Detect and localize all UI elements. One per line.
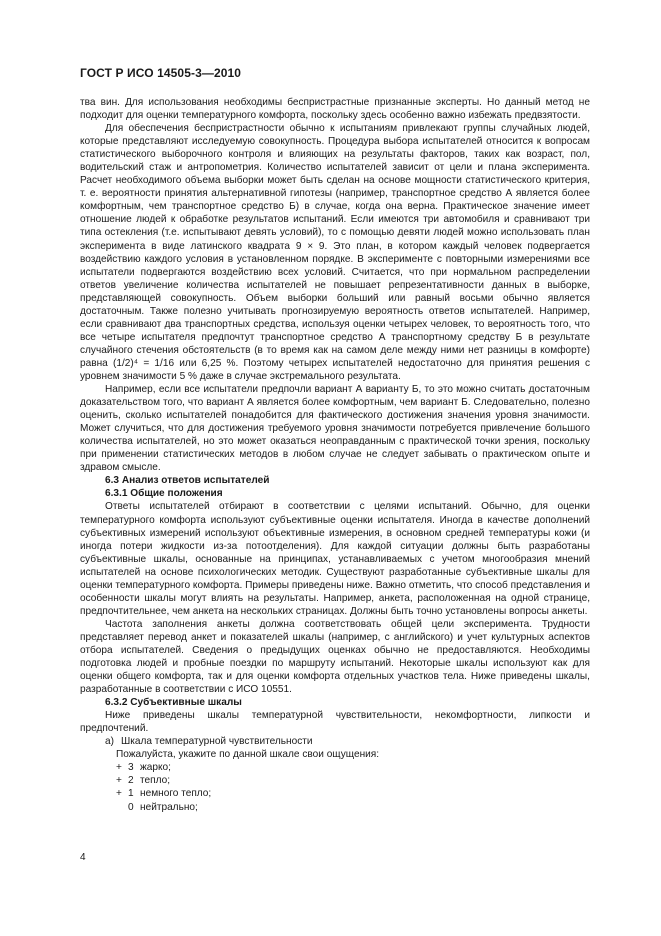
scale-label: немного тепло; <box>140 788 212 800</box>
paragraph: Ниже приведены шкалы температурной чувствительности, некомфортности, липкости и предпочтений. <box>80 710 590 735</box>
paragraph: тва вин. Для использования необходимы беспристрастные признанные эксперты. Но данный метод не подходит для оценки температурного комфорта, поскольку здесь особенно важно избежать предвзятости. <box>80 97 590 122</box>
scale-label: жарко; <box>140 762 171 774</box>
document-body <box>80 96 590 814</box>
scale-label: тепло; <box>140 775 171 787</box>
list-item <box>80 774 590 787</box>
list-item <box>80 787 590 800</box>
page-number: 4 <box>80 852 86 863</box>
list-item <box>80 801 590 814</box>
scale-prompt: Пожалуйста, укажите по данной шкале свои ощущения: <box>116 749 380 761</box>
paragraph: Например, если все испытатели предпочли вариант А варианту Б, то это можно считать достаточным доказательством того, что вариант А является более комфортным, чем вариант Б. Следовательно, полезно оценить, сколько испытателей понадобится для фактического достижения значения уровня значимости. Может случиться, что для достижения требуемого уровня значимости потребуется привлечение большого количества испытателей, но это может оказаться неоправданным с практической точки зрения, поскольку при применении статистических методов в любом случае не следует забывать о практическом опыте и здравом смысле. <box>80 384 590 474</box>
paragraph: Для обеспечения беспристрастности обычно к испытаниям привлекают группы случайных людей, которые представляют исследуемую совокупность. Процедура выбора испытателей относится к вопросам статистического выборочного контроля и влияющих на результаты факторов, таких как возраст, пол, водительский стаж и антропометрия. Количество испытателей зависит от цели и плана эксперимента. Расчет необходимого объема выборки может быть сделан на основе мощности статистического критерия, т. е. вероятности принятия альтернативной гипотезы (например, транспортное средство А является более комфортным, чем транспортное средство Б) в случае, когда она верна. Практическое значение имеет отношение людей к обработке результатов испытаний. Если имеются три автомобиля и сравнивают три типа остекления (т.е. испытывают девять условий), то с помощью девяти людей можно использовать план эксперимента в виде латинского квадрата 9 × 9. Это план, в котором каждый человек подвергается воздействию каждого условия в установленном порядке. В эксперименте с повторными измерениями все испытатели подвергаются воздействию всех условий. Считается, что при нормальном распределении ответов увеличение количества испытателей не повышает репрезентативности данных в выборке, представляющей совокупность. Объем выборки больший или равный восьми обычно является достаточным. Также полезно учитывать прогнозируемую вероятность ответов испытателей. Например, если сравнивают два транспортных средства, используя оценки четырех человек, то вероятность того, что все четыре испытателя предпочтут транспортное средство А транспортному средству Б в результате случайного стечения обстоятельств (в то время как на самом деле между ними нет разницы в комфорте) равна (1/2)⁴ = 1/16 или 6,25 %. Поэтому четырех испытателей недостаточно для принятия решения с уровнем значимости 5 % даже в случае экстремального результата. <box>80 123 590 382</box>
scale-value: 3 <box>128 762 134 774</box>
scale-list <box>80 761 590 813</box>
scale-value: 1 <box>128 788 134 800</box>
paragraph: Частота заполнения анкеты должна соответствовать общей цели эксперимента. Трудности представляет перевод анкет и показателей шкалы (например, с английского) и учет культурных аспектов отбора испытателей. Сведения о предыдущих оценках обычно не предоставляются. Необходимы подготовка людей и пробные поездки по маршруту испытаний. Некоторые шкалы используют как для оценки общего комфорта, так и для оценки комфорта отдельных участков тела. Ниже приведены шкалы, разработанные в соответствии с ИСО 10551. <box>80 618 590 696</box>
scale-sign: + <box>116 762 122 774</box>
section-heading: 6.3 Анализ ответов испытателей <box>105 475 270 487</box>
scale-value: 0 <box>128 801 134 813</box>
document-header: ГОСТ Р ИСО 14505-3—2010 <box>80 66 242 80</box>
list-item <box>80 761 590 774</box>
subsection-heading: 6.3.2 Субъективные шкалы <box>105 697 242 709</box>
subsection-heading: 6.3.1 Общие положения <box>105 488 223 500</box>
scale-marker: а) <box>105 736 114 748</box>
paragraph: Ответы испытателей отбирают в соответствии с целями испытаний. Обычно, для оценки температурного комфорта используют субъективные оценки испытателя. Иногда в качестве дополнений субъективных измерений используют объективные измерения, в основном средней температуры кожи (и иногда потери жидкости из-за потоотделения). Для каждой ситуации должны быть разработаны субъективные шкалы, основанные на принципах, устанавливаемых с учетом многообразия мнений испытателей на основе психологических методик. Существуют разработанные субъективные шкалы для оценки температурного комфорта. Примеры приведены ниже. Важно отметить, что способ представления и особенности шкалы могут влиять на результаты. Например, анкета, расположенная на одной странице, предпочтительнее, чем анкета на нескольких страницах. Должны быть точно установлены вопросы анкеты. <box>80 501 590 617</box>
scale-title-text: Шкала температурной чувствительности <box>121 736 313 748</box>
scale-label: нейтрально; <box>140 801 198 813</box>
scale-sign <box>116 801 128 814</box>
scale-sign: + <box>116 775 122 787</box>
scale-sign: + <box>116 788 122 800</box>
scale-value: 2 <box>128 775 134 787</box>
scale-title <box>80 735 590 748</box>
